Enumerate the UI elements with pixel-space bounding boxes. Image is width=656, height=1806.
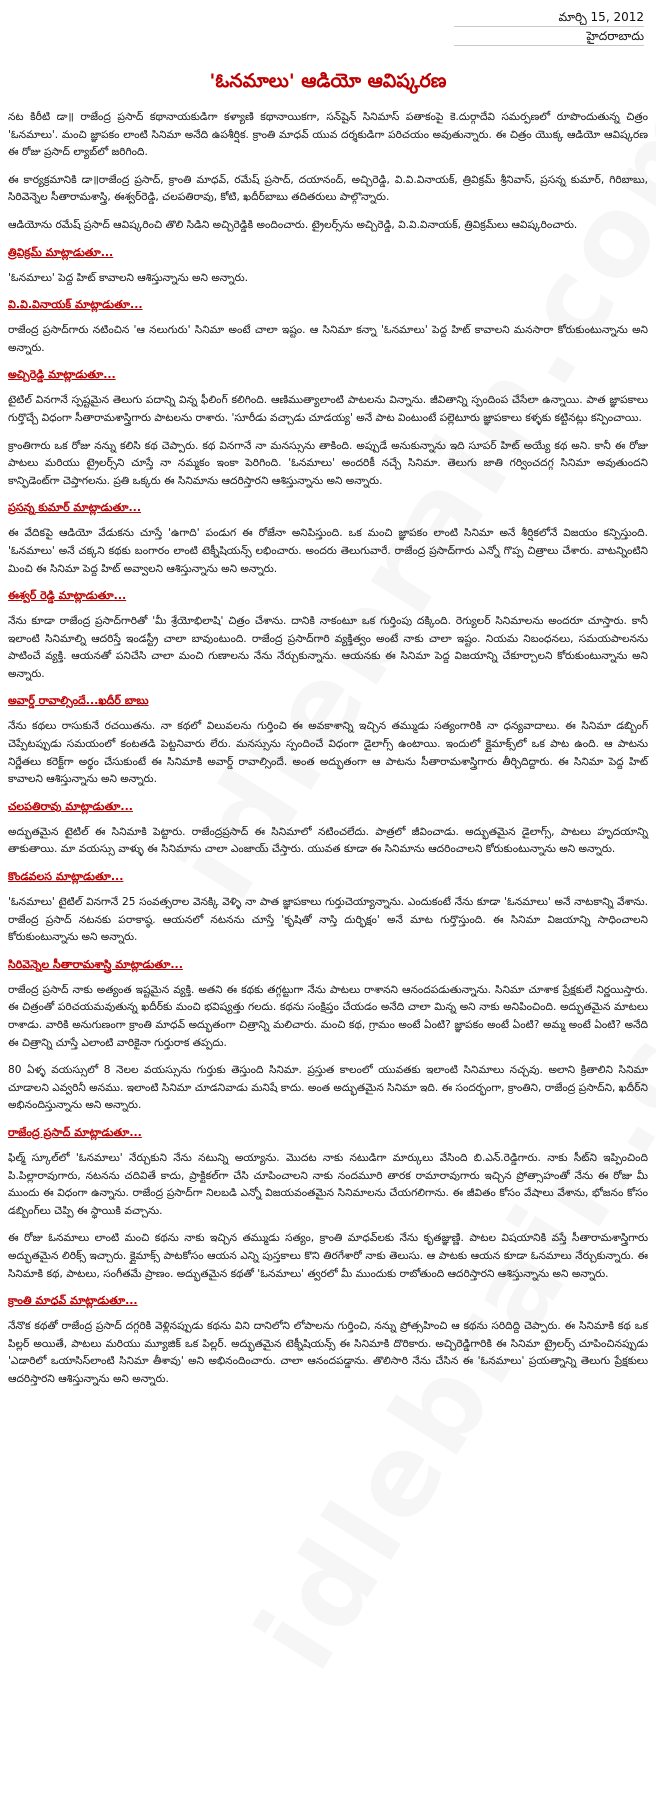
section-heading: క్రాంతి మాధవ్ మాట్లాడుతూ...: [8, 1294, 138, 1308]
section-heading: వి.వి.వినాయక్ మాట్లాడుతూ...: [8, 298, 143, 312]
section-paragraph: ఫిల్మ్ స్కూల్‌లో 'ఓనమాలు' నేర్చుకుని నేను నటున్ని అయ్యాను. మొదట నాకు నటుడిగా మార్కులు వేసింది బి.ఎన్.రెడ్డిగారు. నాకు సీట్‌ని ఇప్పించింది పి.పిల్లారావుగారు, నటనను చదివితే కాదు, ప్రాక్టికల్‌గా చేసి చూపించాలని నాకు నందమూరి తారక రామారావుగారు ఇచ్చిన ప్రోత్సాహంతో నేను ఈ రోజు మీ ముందు ఈ విధంగా ఉన్నాను. రాజేంద్ర ప్రసాద్‌గా నిలబడి ఎన్నో విజయవంతమైన సినిమాలను చేయగలిగాను. ఈ జీవితం కోసం వేషాలు వేశాను, భోజనం కోసం డబ్బింగ్‌లు చెప్పి ఈ స్థాయికి వచ్చాను.: [8, 1151, 648, 1217]
place: హైదరాబాదు: [586, 29, 644, 43]
section-paragraph: నేను కూడా రాజేంద్ర ప్రసాద్‌గారితో 'మీ శ్రేయోభిలాషి' చిత్రం చేశాను. దానికి నాకంటూ ఒక గుర్తింపు దక్కింది. రెగ్యులర్ సినిమాలను అందరూ చూస్తారు. కానీ ఇలాంటి సినిమాల్ని ఆదరిస్తే ఇండస్ట్రీ చాలా బావుంటుంది. రాజేంద్ర ప్రసాద్‌గారి వ్యక్తిత్వం అంటే నాకు చాలా ఇష్టం. నియమ నిబంధనలు, సమయపాలనను పాటించే వ్యక్తి. ఆయనతో పనిచేసి చాలా మంచి గుణాలను నేను నేర్చుకున్నాను. ఆయనకు ఈ సినిమా పెద్ద విజయాన్ని చేకూర్చాలని కోరుకుంటున్నాను అని అన్నారు.: [8, 615, 648, 680]
section-heading: అవార్డ్ రావాల్సిందే...ఖదీర్ బాబు: [8, 694, 149, 708]
section-heading: అచ్చిరెడ్డి మాట్లాడుతూ...: [8, 368, 116, 382]
intro-paragraph: ఆడియోను రమేష్ ప్రసాద్ ఆవిష్కరించి తొలి సిడిని అచ్చిరెడ్డికి అందించారు. ట్రైలర్స్‌ను అచ్చిరెడ్డి, వి.వి.వినాయక్, త్రివిక్రమ్‌లు ఆవిష్కరించారు.: [8, 218, 578, 231]
section-paragraph: అద్భుతమైన టైటిల్ ఈ సినిమాకి పెట్టారు. రాజేంద్రప్రసాద్ ఈ సినిమాలో నటించలేదు. పాత్రలో జీవించాడు. అద్భుతమైన డైలాగ్స్, పాటలు హృదయాన్ని తాకుతాయి. మా వయస్సు వాళ్ళు ఈ సినిమాను చాలా ఎంజాయ్ చేస్తారు. యువత కూడా ఈ సినిమాను ఆదరించాలని కోరుకుంటున్నాను అని అన్నారు.: [8, 825, 648, 856]
section-paragraph: 80 ఏళ్ళ వయస్సులో 8 నెలల వయస్సును గుర్తుకు తెస్తుంది సినిమా. ప్రస్తుత కాలంలో యువతకు ఇలాంటి సినిమాలు నచ్చవు. అలాని క్రితాలిని సినిమా చూడాలని ఎవ్వరినీ అనము. ఇలాంటి సినిమా చూడనివాడు మనిషే కాదు. అంత అద్భుతమైన సినిమా ఇది. ఈ సందర్భంగా, క్రాంతిని, రాజేంద్ర ప్రసాద్‌ని, ఖదీర్‌ని అభినందిస్తున్నాను అని అన్నారు.: [8, 1064, 648, 1112]
section-paragraph: రాజేంద్ర ప్రసాద్‌గారు నటించిన 'ఆ నలుగురు' సినిమా అంటే చాలా ఇష్టం. ఆ సినిమా కన్నా 'ఓనమాలు' పెద్ద హిట్ కావాలని మనసారా కోరుకుంటున్నాను అని అన్నారు.: [8, 324, 648, 354]
section-heading: చలపతిరావు మాట్లాడుతూ...: [8, 799, 133, 813]
section-paragraph: ఈ వేదికపై ఆడియో వేడుకను చూస్తే 'ఉగాది' పండుగ ఈ రోజేనా అనిపిస్తుంది. ఒక మంచి జ్ఞాపకం లాంటి సినిమా అనే శీర్షికలోనే విజయం కన్పిస్తుంది. 'ఓనమాలు' అనే చక్కని కథకు బంగారం లాంటి టెక్నీషియన్స్ లభించారు. అందరు తెలుగువారే. రాజేంద్ర ప్రసాద్‌గారు ఎన్నో గొప్ప చిత్రాలు చేశారు. వాటన్నింటిని మించి ఈ సినిమా పెద్ద హిట్ అవ్వాలని ఆశిస్తున్నాను అని అన్నారు.: [8, 527, 648, 575]
article: [8, 70, 648, 1399]
section-paragraph: నేను కథలు రాసుకునే రచయితను. నా కథలో విలువలను గుర్తించి ఈ అవకాశాన్ని ఇచ్చిన తమ్ముడు సత్యంగారికి నా ధన్యవాదాలు. ఈ సినిమా డబ్బింగ్ చెప్పేటప్పుడు సమయంలో కంటతడి పెట్టనివారు లేరు. మనస్సును స్పందించే విధంగా డైలాగ్స్ ఉంటాయి. ఇందులో క్లైమాక్స్‌లో ఒక పాట ఉంది. ఆ పాటను నిర్ణేతలు కరెక్ట్‌గా అర్థం చేసుకుంటే ఈ సినిమాకి అవార్డ్ రావాల్సిందే. అంత అద్భుతంగా ఆ పాటను సీతారామశాస్త్రిగారు తీర్చిదిద్దారు. ఈ సినిమా పెద్ద హిట్ కావాలని ఆశిస్తున్నాను అని అన్నారు.: [8, 720, 648, 786]
section-paragraph: ఈ రోజు ఓనమాలు లాంటి మంచి కథను నాకు ఇచ్చిన తమ్ముడు సత్యం, క్రాంతి మాధవ్‌లకు నేను కృతజ్ఞుణ్ణి. పాటల విషయానికి వస్తే సీతారామశాస్త్రిగారు అద్భుతమైన లిరిక్స్ ఇచ్చారు. క్లైమాక్స్ పాటకోసం ఆయన ఎన్ని పుస్తకాలు కొని తిరగేశారో నాకు తెలుసు. ఆ పాటకు ఆయన కూడా ఓనమాలు నేర్చుకున్నారు. ఈ సినిమాకి కథ, పాటలు, సంగీతమే ప్రాణం. అద్భుతమైన కథతో 'ఓనమాలు' త్వరలో మీ ముందుకు రాబోతుంది ఆదరిస్తారని ఆశిస్తున్నాను అని అన్నారు.: [8, 1232, 648, 1280]
section-heading: రాజేంద్ర ప్రసాద్ మాట్లాడుతూ...: [8, 1125, 142, 1139]
section-paragraph: టైటిల్ వినగానే స్పష్టమైన తెలుగు పదాన్ని విన్న ఫీలింగ్ కలిగింది. ఆణిముత్యాలాంటి పాటలను విన్నాను. జీవితాన్ని స్పందింప చేసేలా ఉన్నాయి. పాత జ్ఞాపకాలు గుర్తొచ్చే విధంగా సీతారామశాస్త్రిగారు పాటలను రాశారు. 'సూరీడు వచ్చాడు చూడయ్య' అనే పాట వింటుంటే పల్లెటూరు జ్ఞాపకాలు కళ్ళకు కట్టినట్లు కన్పించాయి.: [8, 394, 648, 424]
dateline: [454, 8, 644, 46]
divider: [454, 45, 644, 46]
section-paragraph: రాజేంద్ర ప్రసాద్ నాకు అత్యంత ఇష్టమైన వ్యక్తి. అతని ఈ కథకు తగ్గట్టుగా నేను పాటలు రాశానని ఆనందపడుతున్నాను. సినిమా చూశాక ప్రేక్షకులే నిర్ణయిస్తారు. ఈ చిత్రంతో పరిచయమవుతున్న ఖదీర్‌కు మంచి భవిష్యత్తు గలదు. కథను సంక్షిప్తం చేయడం అనేది చాలా మిన్న అని నాకు అనిపించింది. అద్భుతమైన మాటలు రాశాడు. వారికి అనుగుణంగా క్రాంతి మాధవ్ అద్భుతంగా చిత్రాన్ని మలిచారు. మంచి కథ, గ్రామం అంటే ఏంటి? జ్ఞాపకం అంటే ఏంటి? అమ్మ అంటే ఏంటి? అనేది ఈ చిత్రాన్ని చూస్తే ఎలాంటి వారికైనా గుర్తురాక తప్పదు.: [8, 983, 648, 1049]
section-heading: త్రివిక్రమ్ మాట్లాడుతూ...: [8, 245, 114, 259]
section-heading: కొండవలస మాట్లాడుతూ...: [8, 870, 124, 884]
intro-paragraph: నట కిరీటి డా॥ రాజేంద్ర ప్రసాద్ కథానాయకుడిగా కళ్యాణి కథానాయికగా, సన్‌షైన్ సినిమాస్ పతాకంపై కె.దుర్గాదేవి సమర్పణలో రూపొందుతున్న చిత్రం 'ఓనమాలు'. మంచి జ్ఞాపకం లాంటి సినిమా అనేది ఉపశీర్షిక. క్రాంతి మాధవ్ యువ దర్శకుడిగా పరిచయం అవుతున్నారు. ఈ చిత్రం యొక్క ఆడియో ఆవిష్కరణ ఈ రోజు ప్రసాద్ ల్యాబ్‌లో జరిగింది.: [8, 111, 648, 159]
section-heading: సిరివెన్నెల సీతారామశాస్త్రి మాట్లాడుతూ...: [8, 957, 183, 971]
date: మార్చి 15, 2012: [558, 10, 644, 24]
section-paragraph: నేనొక కథతో రాజేంద్ర ప్రసాద్ దగ్గరికి వెళ్లినప్పుడు కథను విని దానిలోని లోపాలను గుర్తించి, నన్ను ప్రోత్సహించి ఆ కథను సరిదిద్ది చెప్పారు. ఈ సినిమాకి కథ ఒక పిల్లర్ అయితే, పాటలు మరియు మ్యూజిక్ ఒక పిల్లర్. అద్భుతమైన టెక్నీషియన్స్ ఈ సినిమాకి దొరికారు. అచ్చిరెడ్డిగారికి ఈ సినిమా ట్రైలర్స్ చూపించినప్పుడు 'ఎడారిలో ఒయాసిస్‌లాంటి సినిమా తీశావు' అని అభినందించారు. చాలా ఆనందపడ్డాను. తొలిసారి నేను చేసిన ఈ 'ఓనమాలు' ప్రయత్నాన్ని తెలుగు ప్రేక్షకులు ఆదరిస్తారని ఆశిస్తున్నాను అని అన్నారు.: [8, 1320, 648, 1385]
section-heading: ప్రసన్న కుమార్ మాట్లాడుతూ...: [8, 501, 142, 515]
page-title: 'ఓనమాలు' ఆడియో ఆవిష్కరణ: [209, 70, 447, 92]
section-paragraph: క్రాంతిగారు ఒక రోజు నన్ను కలిసి కథ చెప్పారు. కథ వినగానే నా మనస్సును తాకింది. అప్పుడే అనుకున్నాను ఇది సూపర్ హిట్ అయ్యే కథ అని. కానీ ఈ రోజు పాటలు మరియు ట్రైలర్స్‌ని చూస్తే నా నమ్మకం ఇంకా పెరిగింది. 'ఓనమాలు' అందరికీ నచ్చే సినిమా. తెలుగు జాతి గర్వించదగ్గ సినిమా అవుతుందని కాన్ఫిడెంట్‌గా చెప్తాగలను. ప్రతి ఒక్కరు ఈ సినిమాను ఆదరిస్తారని ఆశిస్తున్నాను అని అన్నారు.: [8, 439, 648, 487]
section-paragraph: 'ఓనమాలు' టైటిల్ వినగానే 25 సంవత్సరాల వెనక్కి వెళ్ళి నా పాత జ్ఞాపకాలు గుర్తుచెయ్యాన్నాను. ఎందుకంటే నేను కూడా 'ఓనమాలు' అనే నాటకాన్ని వేశాను. రాజేంద్ర ప్రసాద్ నటనకు పరాకాష్ఠ. ఆయనలో నటనను చూస్తే 'కృషితో నాస్తి దుర్భిక్షం' అనే మాట గుర్తొస్తుంది. ఈ సినిమా విజయాన్ని సాధించాలని కోరుకుంటున్నాను అని అన్నారు.: [8, 896, 648, 944]
intro-paragraph: ఈ కార్యక్రమానికి డా॥రాజేంద్ర ప్రసాద్, క్రాంతి మాధవ్, రమేష్ ప్రసాద్, దయానంద్, అచ్చిరెడ్డి, వి.వి.వినాయక్, త్రివిక్రమ్ శ్రీనివాస్, ప్రసన్న కుమార్, గిరిబాబు, సిరివెన్నెల సీతారామశాస్త్రి, ఈశ్వర్‌రెడ్డి, చలపతిరావు, కోటి, ఖదీర్‌బాబు తదితరులు పాల్గొన్నారు.: [8, 173, 648, 204]
section-paragraph: 'ఓనమాలు' పెద్ద హిట్ కావాలని ఆశిస్తున్నాను అని అన్నారు.: [8, 271, 248, 284]
section-heading: ఈశ్వర్ రెడ్డి మాట్లాడుతూ...: [8, 589, 127, 603]
